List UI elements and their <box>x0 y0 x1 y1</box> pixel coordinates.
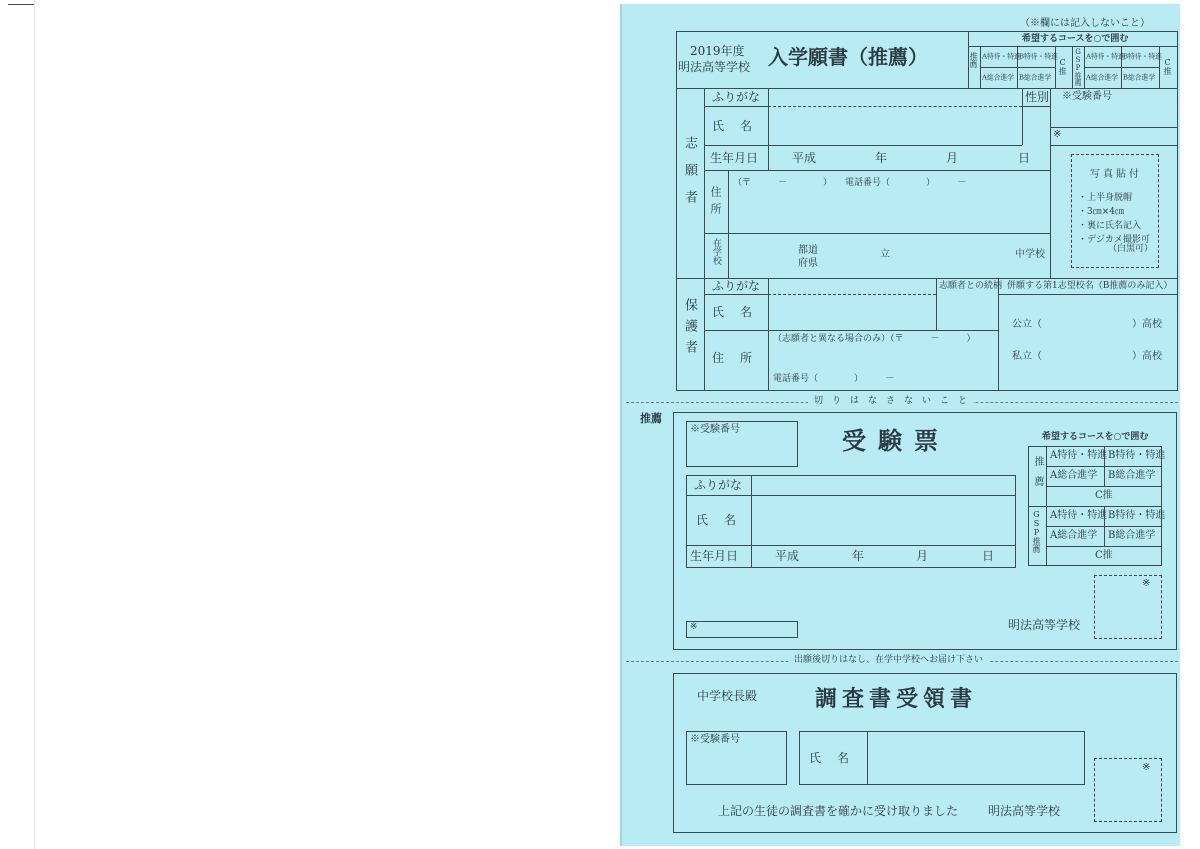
cut-line-1-label: 切 り は な さ な い こ と <box>808 397 973 406</box>
ticket-course-header: 希望するコースを○で囲む <box>1042 432 1149 442</box>
receipt-stamp-box[interactable] <box>1094 758 1162 822</box>
chugakko: 中学校 <box>1015 249 1045 260</box>
gsp-option-a-toku[interactable]: A特待・特進 <box>1086 52 1125 61</box>
crop-mark <box>8 4 34 5</box>
receipt-school-name: 明法高等学校 <box>988 804 1061 818</box>
course-option-b-sogo[interactable]: B総合進学 <box>1019 73 1052 82</box>
ritsu: 立 <box>880 249 890 260</box>
applicant-section-label: 志願者 <box>682 136 697 217</box>
photo-line-2: ・3㎝×4㎝ <box>1078 207 1124 217</box>
gsp-option-c[interactable]: C推 <box>1163 58 1172 75</box>
receipt-to: 中学校長殿 <box>697 689 758 703</box>
address-label: 住所 <box>709 186 722 220</box>
guardian-address-field[interactable] <box>770 346 996 368</box>
applicant-phone: 電話番号（ ） － <box>845 178 967 188</box>
ticket-name-label: 氏 名 <box>696 513 739 527</box>
ticket-opt-b-toku[interactable]: B特待・特進 <box>1108 450 1166 461</box>
course-option-a-sogo[interactable]: A総合進学 <box>982 73 1015 82</box>
header-suisen-label: 推薦 <box>969 52 978 68</box>
course-option-b-toku[interactable]: B特待・特進 <box>1019 52 1059 61</box>
gender-field[interactable] <box>1023 108 1049 144</box>
ticket-gsp-c[interactable]: C推 <box>1095 550 1113 561</box>
relation-field[interactable] <box>938 296 996 328</box>
public-school-suffix: ）高校 <box>1132 319 1162 330</box>
todofuken: 都道府県 <box>798 245 818 269</box>
ticket-gsp-a-sogo[interactable]: A総合進学 <box>1050 530 1098 541</box>
guardian-section-label: 保護者 <box>682 298 697 361</box>
relation-label: 志願者との続柄 <box>939 281 1003 291</box>
ticket-name-field[interactable] <box>753 497 1013 543</box>
applicant-exam-mark: ※ <box>1053 129 1062 140</box>
ticket-gsp-label: GSP推薦 <box>1032 510 1041 553</box>
ticket-gsp-b-sogo[interactable]: B総合進学 <box>1108 530 1156 541</box>
private-school-field[interactable] <box>1048 348 1128 364</box>
gsp-option-a-sogo[interactable]: A総合進学 <box>1086 73 1119 82</box>
applicant-postal: （〒 － ） <box>733 178 833 188</box>
form-school-name: 明法高等学校 <box>678 60 751 74</box>
page-edge-line <box>34 0 35 849</box>
birthdate-label: 生年月日 <box>710 151 759 165</box>
ticket-stamp-box[interactable] <box>1094 575 1162 639</box>
ticket-suisen-label: 推薦 <box>1032 456 1043 496</box>
receipt-name-label: 氏 名 <box>809 751 852 765</box>
ticket-opt-b-sogo[interactable]: B総合進学 <box>1108 470 1156 481</box>
private-school-suffix: ）高校 <box>1132 351 1162 362</box>
birth-day-unit: 日 <box>1018 151 1031 165</box>
public-school-field[interactable] <box>1048 316 1128 332</box>
header-gsp-label: GSP推薦 <box>1074 48 1082 86</box>
birth-era: 平成 <box>792 151 817 165</box>
photo-line-1: ・上半身脱帽 <box>1078 193 1133 203</box>
form-title: 入学願書（推薦） <box>768 45 928 69</box>
applicant-furigana-label: ふりがな <box>712 90 761 104</box>
ticket-furigana-label: ふりがな <box>694 478 743 492</box>
ticket-birth-label: 生年月日 <box>690 549 739 563</box>
public-school-prefix: 公立（ <box>1012 319 1042 330</box>
gsp-option-b-toku[interactable]: B特待・特進 <box>1123 52 1163 61</box>
guardian-name-field[interactable] <box>770 296 934 329</box>
applicant-name-field[interactable] <box>770 108 1020 145</box>
form-year: 2019年度 <box>690 44 745 58</box>
ticket-furigana-field[interactable] <box>753 477 1013 494</box>
receipt-title: 調査書受領書 <box>815 686 978 712</box>
guardian-phone: 電話番号（ ） － <box>773 374 895 384</box>
receipt-exam-no-label: ※受験番号 <box>690 734 740 745</box>
ticket-school-name: 明法高等学校 <box>1008 618 1081 632</box>
other-school-header: 併願する第1志望校名（B推薦のみ記入） <box>1007 281 1173 291</box>
guardian-furigana-label: ふりがな <box>712 279 761 293</box>
course-header: 希望するコースを○で囲む <box>1022 34 1129 44</box>
receipt-statement: 上記の生徒の調査書を確かに受け取りました <box>718 804 959 818</box>
ticket-mark-label: ※ <box>690 622 698 632</box>
course-option-c[interactable]: C推 <box>1058 58 1067 75</box>
gender-label: 性別 <box>1025 90 1050 104</box>
ticket-stamp-mark: ※ <box>1142 578 1151 589</box>
photo-line-3: ・裏に氏名記入 <box>1078 221 1142 231</box>
birth-month-unit: 月 <box>946 151 959 165</box>
guardian-name-label: 氏 名 <box>712 305 755 319</box>
ticket-opt-a-toku[interactable]: A特待・特進 <box>1050 450 1108 461</box>
applicant-furigana-field[interactable] <box>770 90 1020 105</box>
receipt-name-field[interactable] <box>869 733 1083 783</box>
applicant-name-label: 氏 名 <box>712 119 755 133</box>
ticket-birth-day-unit: 日 <box>982 549 995 563</box>
applicant-exam-no-label: ※受験番号 <box>1062 91 1112 102</box>
guardian-address-note: （志願者と異なる場合のみ）（〒 － ） <box>773 334 976 344</box>
ticket-opt-c[interactable]: C推 <box>1095 490 1113 501</box>
ticket-side-label: 推薦 <box>640 412 662 425</box>
guardian-address-label: 住 所 <box>712 351 755 365</box>
ticket-gsp-a-toku[interactable]: A特待・特進 <box>1050 510 1108 521</box>
course-option-a-toku[interactable]: A特待・特進 <box>982 52 1021 61</box>
photo-line-4: ・デジカメ撮影可 <box>1078 235 1150 245</box>
birth-year-unit: 年 <box>875 151 888 165</box>
note-top: （※欄には記入しないこと） <box>1020 18 1150 29</box>
ticket-opt-a-sogo[interactable]: A総合進学 <box>1050 470 1098 481</box>
ticket-title: 受験票 <box>842 426 950 455</box>
cut-line-2-label: 出願後切りはなし、在学中学校へお届け下さい <box>788 656 989 665</box>
gsp-option-b-sogo[interactable]: B総合進学 <box>1123 73 1156 82</box>
ticket-birth-year-unit: 年 <box>852 549 865 563</box>
ticket-birth-month-unit: 月 <box>916 549 929 563</box>
ticket-exam-no-label: ※受験番号 <box>690 424 740 435</box>
ticket-mark-box[interactable] <box>686 621 798 638</box>
ticket-birth-era: 平成 <box>775 549 800 563</box>
ticket-gsp-b-toku[interactable]: B特待・特進 <box>1108 510 1166 521</box>
guardian-furigana-field[interactable] <box>770 280 934 293</box>
photo-line-5: （白黒可） <box>1108 244 1154 254</box>
photo-title: 写真貼付 <box>1090 169 1142 180</box>
private-school-prefix: 私立（ <box>1012 351 1042 362</box>
receipt-stamp-mark: ※ <box>1142 762 1151 773</box>
applicant-address-field[interactable] <box>730 190 1048 232</box>
current-school-label: 在学校 <box>711 238 721 265</box>
